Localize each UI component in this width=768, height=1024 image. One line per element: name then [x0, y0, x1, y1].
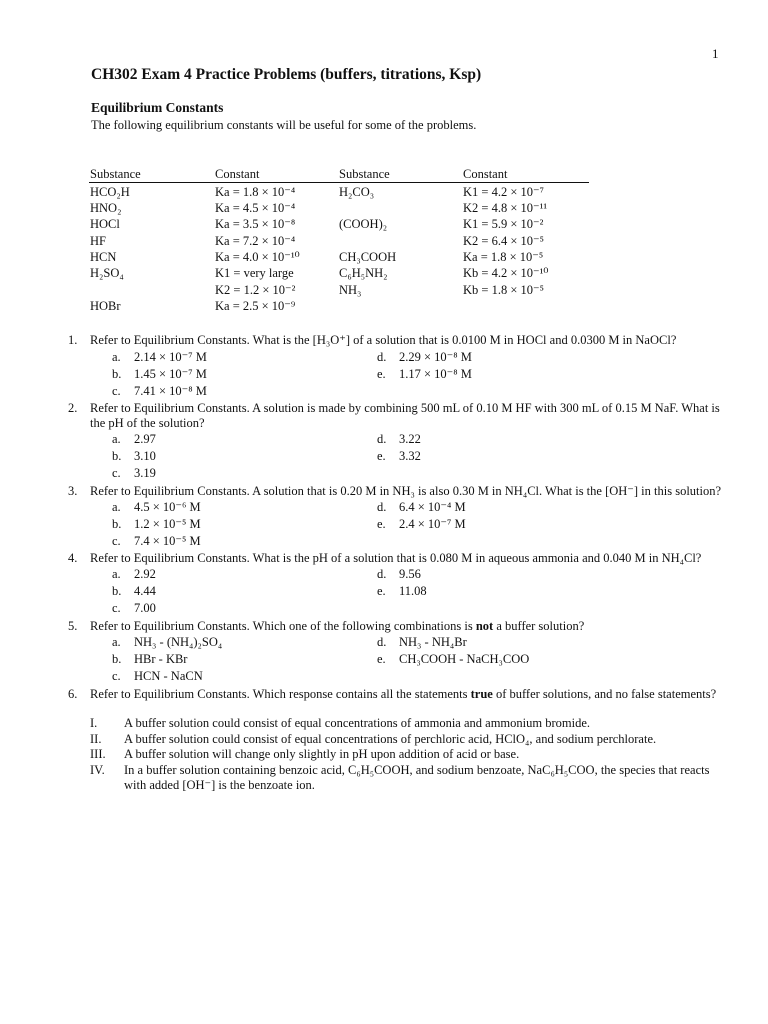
- option-row: [90, 567, 728, 584]
- question-number: 2.: [68, 400, 78, 415]
- answer-options: [68, 499, 728, 550]
- statement-numeral: I.: [90, 716, 98, 731]
- constant-cell: K2 = 4.8 × 10⁻¹¹: [463, 200, 548, 215]
- question-body: Refer to Equilibrium Constants. What is the pH of a solution that is 0.080 M in aqueous ammonia and 0.040 M in NH₄Cl?: [90, 551, 702, 566]
- question-emphasis: not: [475, 618, 494, 633]
- constant-cell: K1 = 5.9 × 10⁻²: [463, 217, 544, 232]
- constant-cell: Ka = 1.8 × 10⁻⁵: [463, 250, 544, 265]
- answer-option: [112, 383, 207, 399]
- question-number: 3.: [68, 483, 78, 498]
- option-text: 2.97: [134, 431, 156, 446]
- option-letter: e.: [377, 517, 386, 532]
- statement-item: [90, 716, 728, 732]
- option-letter: d.: [377, 500, 387, 515]
- question-number: 5.: [68, 618, 78, 633]
- option-letter: a.: [112, 500, 121, 515]
- question-item: [68, 333, 728, 400]
- answer-option: [112, 652, 187, 667]
- statement-list: [68, 716, 728, 794]
- option-letter: d.: [377, 431, 387, 446]
- option-row: [90, 466, 728, 483]
- answer-option: [112, 635, 222, 650]
- substance-cell: HF: [90, 233, 106, 248]
- answer-options: [68, 432, 728, 483]
- question-item: [68, 551, 728, 618]
- option-text: 3.10: [134, 448, 156, 463]
- option-row: [90, 383, 728, 400]
- option-text: 1.2 × 10⁻⁵ M: [134, 517, 201, 532]
- answer-option: [112, 533, 201, 549]
- question-text: [68, 551, 728, 567]
- page-number: 1: [712, 46, 719, 61]
- substance-cell: NH₃: [339, 282, 362, 297]
- answer-option: [377, 349, 472, 365]
- option-text: 4.5 × 10⁻⁶ M: [134, 500, 201, 515]
- option-letter: b.: [112, 448, 122, 463]
- question-body: Refer to Equilibrium Constants. What is the [H₃O⁺] of a solution that is 0.0100 M in HOCl and 0.0300 M in NaOCl?: [90, 333, 677, 347]
- table-row: [89, 298, 589, 314]
- question-item: [68, 619, 728, 686]
- answer-options: [68, 349, 728, 400]
- statement-text: In a buffer solution containing benzoic acid, C₆H₅COOH, and sodium benzoate, NaC₆H₅COO, the species that reacts with added [OH⁻] is the benzoate ion.: [124, 762, 710, 793]
- constant-cell: Kb = 1.8 × 10⁻⁵: [463, 282, 544, 297]
- question-body: Refer to Equilibrium Constants. A solution is made by combining 500 mL of 0.10 M HF with 300 mL of 0.15 M NaF. What is the pH of the solution?: [90, 400, 720, 431]
- option-letter: a.: [112, 349, 121, 364]
- statement-numeral: III.: [90, 747, 106, 762]
- option-row: [90, 499, 728, 516]
- statement-text: A buffer solution could consist of equal concentrations of ammonia and ammonium bromide.: [124, 716, 590, 731]
- question-number: 4.: [68, 551, 78, 566]
- statement-item: [90, 732, 728, 748]
- constant-cell: Ka = 4.0 × 10⁻¹⁰: [215, 250, 300, 265]
- answer-option: [377, 366, 472, 382]
- option-text: 7.41 × 10⁻⁸ M: [134, 383, 207, 398]
- constant-cell: Ka = 1.8 × 10⁻⁴: [215, 184, 296, 199]
- option-text: 2.4 × 10⁻⁷ M: [399, 517, 466, 532]
- option-text: 1.45 × 10⁻⁷ M: [134, 366, 207, 381]
- answer-option: [112, 567, 156, 582]
- answer-option: [112, 669, 203, 684]
- substance-cell: HOCl: [90, 217, 120, 232]
- option-letter: b.: [112, 583, 122, 598]
- answer-option: [112, 601, 156, 616]
- option-text: 7.00: [134, 600, 156, 615]
- option-letter: b.: [112, 366, 122, 381]
- option-letter: d.: [377, 566, 387, 581]
- table-row: [89, 265, 589, 281]
- section-title: Equilibrium Constants: [91, 100, 224, 115]
- option-letter: e.: [377, 651, 386, 666]
- intro-text: The following equilibrium constants will be useful for some of the problems.: [91, 118, 477, 132]
- option-letter: c.: [112, 465, 121, 480]
- constant-cell: Ka = 2.5 × 10⁻⁹: [215, 299, 296, 314]
- question-text: [68, 333, 728, 349]
- equilibrium-constants-table: [89, 166, 589, 315]
- option-letter: e.: [377, 366, 386, 381]
- option-row: [90, 366, 728, 383]
- option-text: 7.4 × 10⁻⁵ M: [134, 534, 201, 549]
- statement-item: [90, 763, 728, 794]
- substance-cell: HOBr: [90, 299, 121, 314]
- option-letter: c.: [112, 668, 121, 683]
- table-row: [89, 249, 589, 265]
- constant-cell: K1 = very large: [215, 266, 294, 281]
- question-list: [68, 333, 728, 795]
- header-constant: Constant: [215, 167, 260, 181]
- option-letter: a.: [112, 566, 121, 581]
- question-body: Refer to Equilibrium Constants. Which response contains all the statements: [90, 686, 471, 701]
- statement-numeral: IV.: [90, 762, 105, 777]
- option-row: [90, 516, 728, 533]
- page-title: CH302 Exam 4 Practice Problems (buffers, titrations, Ksp): [91, 66, 482, 83]
- table-row: [89, 282, 589, 298]
- question-number: 1.: [68, 333, 78, 347]
- table-row: [89, 216, 589, 232]
- option-text: 3.19: [134, 465, 156, 480]
- statement-item: [90, 747, 728, 763]
- substance-cell: H₂CO₃: [339, 184, 375, 199]
- answer-option: [377, 567, 421, 582]
- answer-option: [377, 499, 466, 515]
- substance-cell: HNO₂: [90, 200, 122, 215]
- option-row: [90, 432, 728, 449]
- option-text: 11.08: [399, 583, 427, 598]
- option-letter: b.: [112, 517, 122, 532]
- answer-option: [377, 449, 421, 464]
- answer-option: [112, 584, 156, 599]
- answer-options: [68, 567, 728, 618]
- header-constant: Constant: [463, 167, 508, 181]
- answer-option: [112, 349, 207, 365]
- question-body: Refer to Equilibrium Constants. Which one of the following combinations is: [90, 618, 476, 633]
- answer-option: [377, 584, 427, 599]
- question-text: [68, 687, 728, 703]
- option-letter: c.: [112, 383, 121, 398]
- header-substance: Substance: [339, 167, 390, 181]
- option-letter: e.: [377, 583, 386, 598]
- option-text: 4.44: [134, 583, 156, 598]
- option-row: [90, 449, 728, 466]
- option-row: [90, 652, 728, 669]
- option-text: NH₃ - NH₄Br: [399, 634, 467, 649]
- option-row: [90, 584, 728, 601]
- option-letter: e.: [377, 448, 386, 463]
- substance-cell: (COOH)₂: [339, 217, 388, 232]
- option-text: HCN - NaCN: [134, 668, 203, 683]
- option-text: HBr - KBr: [134, 651, 188, 666]
- table-header-row: [89, 166, 589, 183]
- option-text: CH₃COOH - NaCH₃COO: [399, 651, 530, 666]
- option-text: 3.22: [399, 431, 421, 446]
- substance-cell: CH₃COOH: [339, 250, 397, 265]
- statement-numeral: II.: [90, 731, 102, 746]
- answer-option: [112, 499, 201, 515]
- option-text: 2.14 × 10⁻⁷ M: [134, 349, 207, 364]
- constant-cell: Kb = 4.2 × 10⁻¹⁰: [463, 266, 549, 281]
- constant-cell: K2 = 1.2 × 10⁻²: [215, 282, 296, 297]
- statement-text: A buffer solution will change only slightly in pH upon addition of acid or base.: [124, 747, 520, 762]
- option-row: [90, 601, 728, 618]
- answer-option: [112, 432, 156, 447]
- question-text: [68, 401, 728, 432]
- question-item: [68, 687, 728, 794]
- answer-option: [377, 432, 421, 447]
- question-text: [68, 619, 728, 635]
- question-body: Refer to Equilibrium Constants. A solution that is 0.20 M in NH₃ is also 0.30 M in NH₄Cl. What is the [OH⁻] in this solution?: [90, 483, 722, 498]
- option-text: NH₃ - (NH₄)₂SO₄: [134, 634, 223, 649]
- option-text: 2.29 × 10⁻⁸ M: [399, 349, 472, 364]
- answer-option: [112, 516, 201, 532]
- statement-text: A buffer solution could consist of equal concentrations of perchloric acid, HClO₄, and sodium perchlorate.: [124, 731, 657, 746]
- substance-cell: C₆H₅NH₂: [339, 266, 388, 281]
- question-item: [68, 484, 728, 551]
- answer-option: [112, 449, 156, 464]
- constant-cell: Ka = 4.5 × 10⁻⁴: [215, 200, 296, 215]
- answer-options: [68, 635, 728, 686]
- option-text: 3.32: [399, 448, 421, 463]
- table-row: [89, 200, 589, 216]
- option-row: [90, 533, 728, 550]
- answer-option: [377, 516, 466, 532]
- option-letter: d.: [377, 634, 387, 649]
- question-text: [68, 484, 728, 500]
- substance-cell: HCN: [90, 250, 117, 265]
- option-text: 2.92: [134, 566, 156, 581]
- substance-cell: HCO₂H: [90, 184, 130, 199]
- constant-cell: Ka = 3.5 × 10⁻⁸: [215, 217, 296, 232]
- question-body: a buffer solution?: [493, 618, 585, 633]
- option-letter: a.: [112, 431, 121, 446]
- substance-cell: H₂SO₄: [90, 266, 124, 281]
- answer-option: [112, 366, 207, 382]
- option-row: [90, 669, 728, 686]
- constant-cell: Ka = 7.2 × 10⁻⁴: [215, 233, 296, 248]
- question-body: of buffer solutions, and no false statements?: [492, 686, 717, 701]
- option-letter: c.: [112, 534, 121, 549]
- table-row: [89, 233, 589, 249]
- option-letter: d.: [377, 349, 387, 364]
- answer-option: [377, 635, 467, 650]
- option-text: 6.4 × 10⁻⁴ M: [399, 500, 466, 515]
- table-row: [89, 184, 589, 200]
- option-row: [90, 635, 728, 652]
- constant-cell: K2 = 6.4 × 10⁻⁵: [463, 233, 544, 248]
- option-text: 9.56: [399, 566, 421, 581]
- option-letter: c.: [112, 600, 121, 615]
- option-letter: b.: [112, 651, 122, 666]
- answer-option: [112, 466, 156, 481]
- constant-cell: K1 = 4.2 × 10⁻⁷: [463, 184, 544, 199]
- header-substance: Substance: [90, 167, 141, 181]
- question-emphasis: true: [470, 686, 493, 701]
- answer-option: [377, 652, 529, 667]
- option-text: 1.17 × 10⁻⁸ M: [399, 366, 472, 381]
- question-item: [68, 401, 728, 483]
- question-number: 6.: [68, 686, 78, 701]
- option-letter: a.: [112, 634, 121, 649]
- option-row: [90, 349, 728, 366]
